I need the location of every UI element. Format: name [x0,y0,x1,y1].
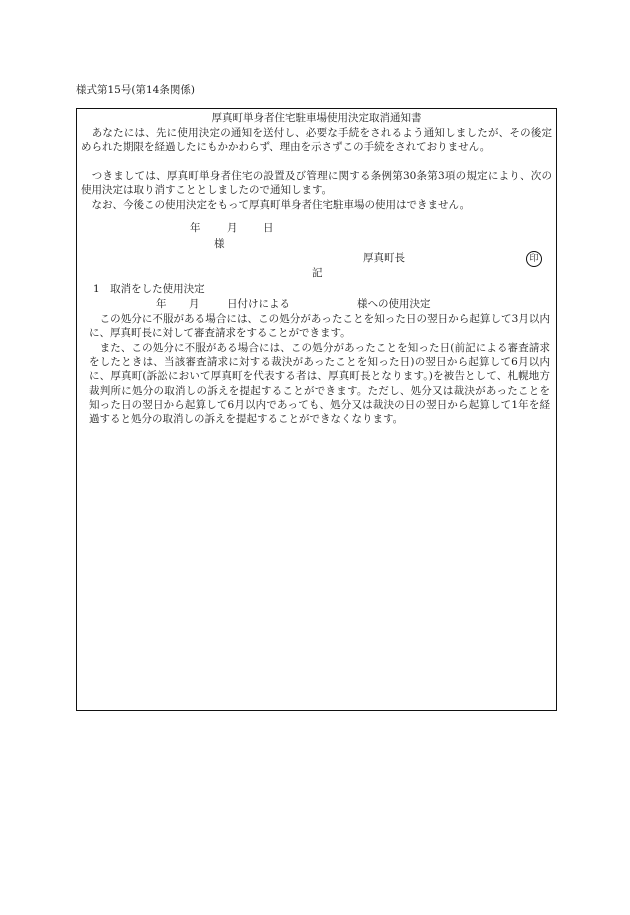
item1-month-label: 月 [189,298,200,310]
document-title: 厚真町単身者住宅駐車場使用決定取消通知書 [211,112,422,124]
intro-paragraph-3: なお、今後この使用決定をもって厚真町単身者住宅駐車場の使用はできません。 [81,199,471,211]
date-month-label: 月 [227,222,238,234]
intro-paragraph-2: つきましては、厚真町単身者住宅の設置及び管理に関する条例第30条第3項の規定により、次の使用決定は取り消すこととしましたので通知します。 [81,170,552,197]
lawsuit-notice-paragraph: また、この処分に不服がある場合には、この処分があったことを知った日(前記による審査請求をしたときは、当該審査請求に対する裁決があったことを知った日)の翌日から起算して6月以内に、厚真町(訴訟において厚真町を代表する者は、厚真町長となります。)を被告として、札幌地方裁判所に処分の取消しの訴えを提起することができます。ただし、処分又は裁決があったことを知った日の翌日から起算して6月以内であっても、処分又は裁決の日の翌日から起算して1年を経過すると処分の取消しの訴えを提起することができなくなります。 [89,342,550,426]
item1-addressee-text: 様への使用決定 [357,298,431,310]
item1-year-label: 年 [156,298,167,310]
seal-icon: 印 [526,251,542,267]
appeal-notice-paragraph: この処分に不服がある場合には、この処分があったことを知った日の翌日から起算して3月以内に、厚真町長に対して審査請求をすることができます。 [89,313,550,340]
notice-frame [76,108,557,711]
item1-heading: 1 取消をした使用決定 [93,283,205,295]
ki-heading: 記 [312,267,323,279]
item1-date-text: 日付けによる [227,298,290,310]
date-year-label: 年 [190,222,201,234]
addressee-suffix: 様 [214,238,225,250]
form-number-label: 様式第15号(第14条関係) [76,84,195,96]
issuer-name: 厚真町長 [363,252,405,264]
date-day-label: 日 [263,222,274,234]
intro-paragraph-1: あなたには、先に使用決定の通知を送付し、必要な手続をされるよう通知しましたが、その後定められた期限を経過したにもかかわらず、理由を示さずこの手続をされておりません。 [81,127,552,154]
